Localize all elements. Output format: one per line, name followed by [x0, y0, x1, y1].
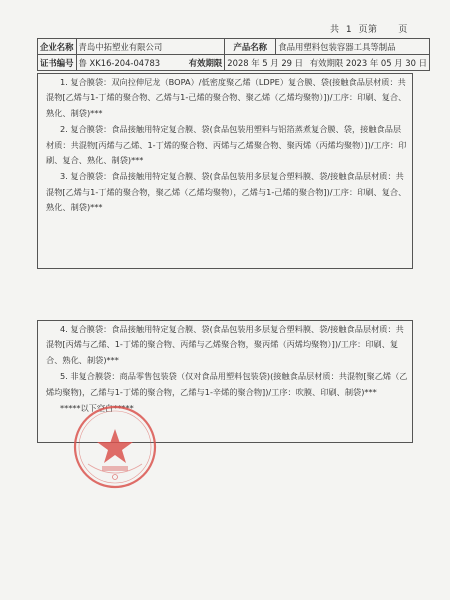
page-prefix: 共 — [330, 25, 340, 35]
page-suffix: 页 — [398, 25, 408, 35]
company-value: 青岛中拓塑业有限公司 — [76, 39, 225, 55]
scope-text-bottom — [46, 322, 408, 416]
scope-box-top — [37, 73, 413, 269]
cert-number: 鲁 XK16-204-04783 — [78, 57, 161, 68]
cert-value — [76, 55, 225, 71]
valid-label: 有效期限 — [188, 57, 223, 68]
valid-to-label: 有效期限 — [309, 57, 344, 68]
company-label: 企业名称 — [38, 39, 77, 55]
product-label: 产品名称 — [225, 39, 276, 55]
official-seal — [72, 404, 158, 490]
page-middle: 页第 — [358, 25, 378, 35]
valid-from: 2028 年 5 月 29 日 — [227, 57, 304, 68]
scope-text-top — [46, 75, 408, 216]
header-table — [37, 38, 430, 71]
scope-item: 1. 复合膜袋：双向拉伸尼龙（BOPA）/低密度聚乙烯（LDPE）复合膜、袋(接触食品层材质：共混物[乙烯与1-丁烯的聚合物、乙烯与1-己烯的聚合物、聚乙烯（乙烯均聚物）])/工序：印刷、复合、熟化、制袋)*** — [46, 77, 407, 118]
scope-end-marker: *****以下空白***** — [60, 403, 134, 414]
valid-to: 2023 年 05 月 30 日 — [345, 57, 427, 68]
valid-range — [225, 55, 430, 71]
scope-item: 3. 复合膜袋：食品接触用特定复合膜、袋(食品包装用多层复合塑料膜、袋/接触食品层材质：共混物[乙烯与1-丁烯的聚合物，聚乙烯（乙烯均聚物），乙烯与1-己烯的聚合物])/工序：印刷、复合、熟化、制袋)*** — [46, 171, 407, 213]
product-value: 食品用塑料包装容器工具等制品 — [276, 39, 430, 55]
scope-item: 4. 复合膜袋：食品接触用特定复合膜、袋(食品包装用多层复合塑料膜、袋/接触食品层材质：共混物[丙烯与乙烯、1-丁烯的聚合物、丙烯与乙烯聚合物，聚丙烯（丙烯均聚物）])/工序：印刷、复合、熟化、制袋)*** — [46, 324, 404, 365]
scope-item: 5. 非复合膜袋：商品零售包装袋（仅对食品用塑料包装袋)(接触食品层材质：共混物[聚乙烯（乙烯均聚物)，乙烯与1-丁烯的聚合物，乙烯与1-辛烯的聚合物])/工序：吹膜、印刷、制袋)*** — [46, 371, 408, 397]
page-total: 1 — [345, 25, 353, 35]
scope-item: 2. 复合膜袋：食品接触用特定复合膜、袋(食品包装用塑料与铝箔蒸煮复合膜、袋，接触食品层材质：共混物[丙烯与乙烯、1-丁烯的聚合物、丙烯与乙烯聚合物、聚丙烯（丙烯均聚物）])/工序：印刷、复合、熟化、制袋)*** — [46, 124, 407, 166]
cert-label: 证书编号 — [38, 55, 77, 71]
page-number — [330, 22, 408, 35]
